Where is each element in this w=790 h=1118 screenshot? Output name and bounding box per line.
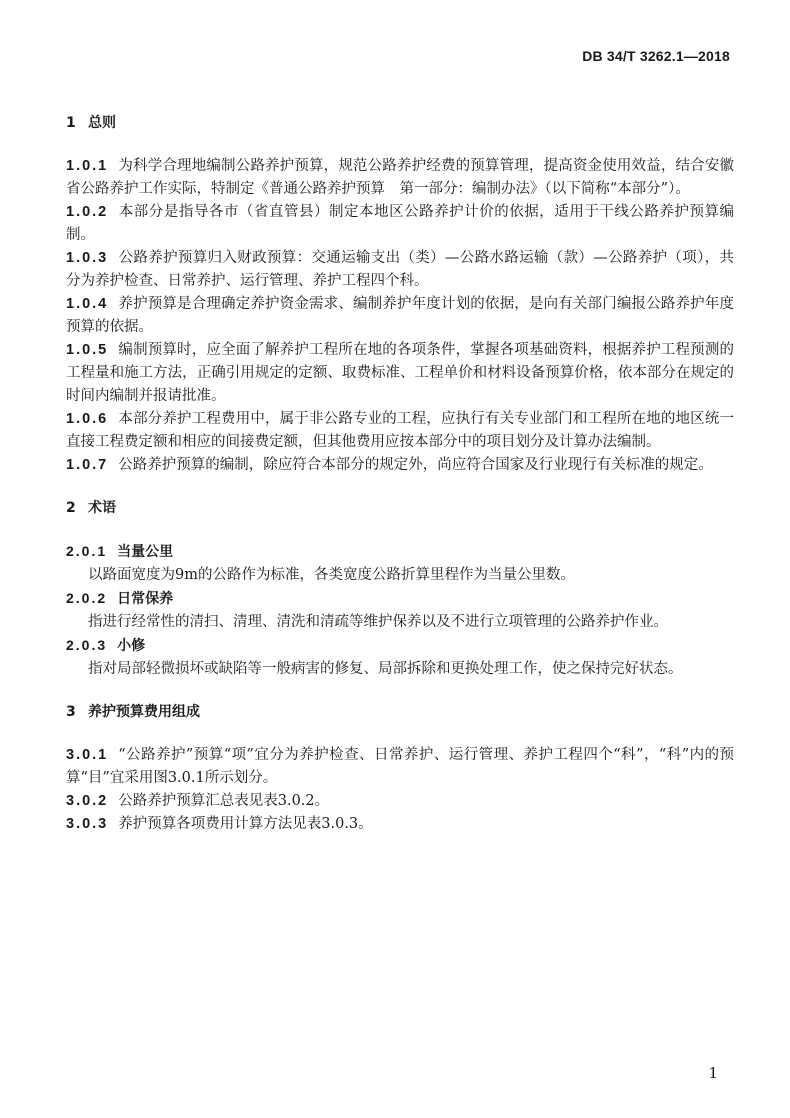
clause-number: 3.0.2 (66, 793, 109, 809)
clause (66, 155, 734, 201)
clause-number: 1.0.7 (66, 457, 109, 473)
term-number: 2.0.1 (66, 543, 108, 559)
section-title: 总则 (88, 115, 116, 131)
clause (66, 339, 734, 408)
clause-number: 1.0.3 (66, 250, 109, 266)
term-definition: 以路面宽度为9m的公路作为标准，各类宽度公路折算里程作为当量公里数。 (88, 567, 575, 583)
clause-number: 1.0.1 (66, 158, 109, 174)
clause (66, 744, 734, 790)
clause (66, 813, 734, 836)
clause (66, 408, 734, 454)
clause-text: 公路养护预算归入财政预算：交通运输支出（类）—公路水路运输（款）—公路养护（项），共分为养护检查、日常养护、运行管理、养护工程四个科。 (66, 250, 734, 289)
clause-number: 3.0.1 (66, 747, 109, 763)
clause-text: 本部分养护工程费用中，属于非公路专业的工程，应执行有关专业部门和工程所在地的地区统一直接工程费定额和相应的间接费定额，但其他费用应按本部分中的项目划分及计算办法编制。 (66, 411, 734, 450)
section-number: 3 (66, 704, 76, 720)
clause (66, 201, 734, 247)
term-name: 当量公里 (117, 544, 174, 560)
clause (66, 790, 734, 813)
term-heading (66, 587, 734, 611)
clause-text: 公路养护预算的编制，除应符合本部分的规定外，尚应符合国家及行业现行有关标准的规定。 (118, 457, 713, 473)
clause-text: 养护预算是合理确定养护资金需求、编制养护年度计划的依据，是向有关部门编报公路养护年度预算的依据。 (66, 296, 734, 335)
section-heading-3 (66, 701, 734, 724)
page-number: 1 (708, 1064, 718, 1082)
page-content (66, 112, 734, 836)
section-heading-2 (66, 497, 734, 520)
section-number: 1 (66, 115, 76, 131)
term-heading (66, 540, 734, 564)
document-code: DB 34/T 3262.1—2018 (582, 48, 730, 64)
section-heading-1 (66, 112, 734, 135)
clause (66, 454, 734, 477)
clause-text: 本部分是指导各市（省直管县）制定本地区公路养护计价的依据，适用于干线公路养护预算编制。 (66, 204, 734, 243)
term-heading (66, 634, 734, 658)
clause-number: 1.0.6 (66, 411, 109, 427)
clause-number: 1.0.5 (66, 342, 109, 358)
clause (66, 293, 734, 339)
clause-text: 编制预算时，应全面了解养护工程所在地的各项条件，掌握各项基础资料，根据养护工程预测的工程量和施工方法，正确引用规定的定额、取费标准、工程单价和材料设备预算价格，依本部分在规定的时间内编制并报请批准。 (66, 342, 734, 404)
clause-number: 1.0.2 (66, 204, 109, 220)
term-definition: 指对局部轻微损坏或缺陷等一般病害的修复、局部拆除和更换处理工作，使之保持完好状态。 (88, 661, 683, 677)
clause-text: “公路养护”预算“项”宜分为养护检查、日常养护、运行管理、养护工程四个“科”，“科”内的预算“目”宜采用图3.0.1所示划分。 (66, 747, 734, 786)
section-title: 养护预算费用组成 (88, 704, 200, 720)
term-name: 日常保养 (117, 591, 174, 607)
term-name: 小修 (117, 638, 146, 654)
section-title: 术语 (88, 500, 116, 516)
clause-number: 1.0.4 (66, 296, 109, 312)
term-definition: 指进行经常性的清扫、清理、清洗和清疏等维护保养以及不进行立项管理的公路养护作业。 (88, 614, 668, 630)
section-number: 2 (66, 500, 76, 516)
clause (66, 247, 734, 293)
term-number: 2.0.2 (66, 590, 108, 606)
term-number: 2.0.3 (66, 637, 108, 653)
clause-text: 养护预算各项费用计算方法见表3.0.3。 (118, 816, 373, 832)
clause-text: 公路养护预算汇总表见表3.0.2。 (118, 793, 330, 809)
clause-text: 为科学合理地编制公路养护预算，规范公路养护经费的预算管理，提高资金使用效益，结合安徽省公路养护工作实际，特制定《普通公路养护预算 第一部分：编制办法》（以下简称“本部分”）。 (66, 158, 734, 197)
clause-number: 3.0.3 (66, 816, 109, 832)
